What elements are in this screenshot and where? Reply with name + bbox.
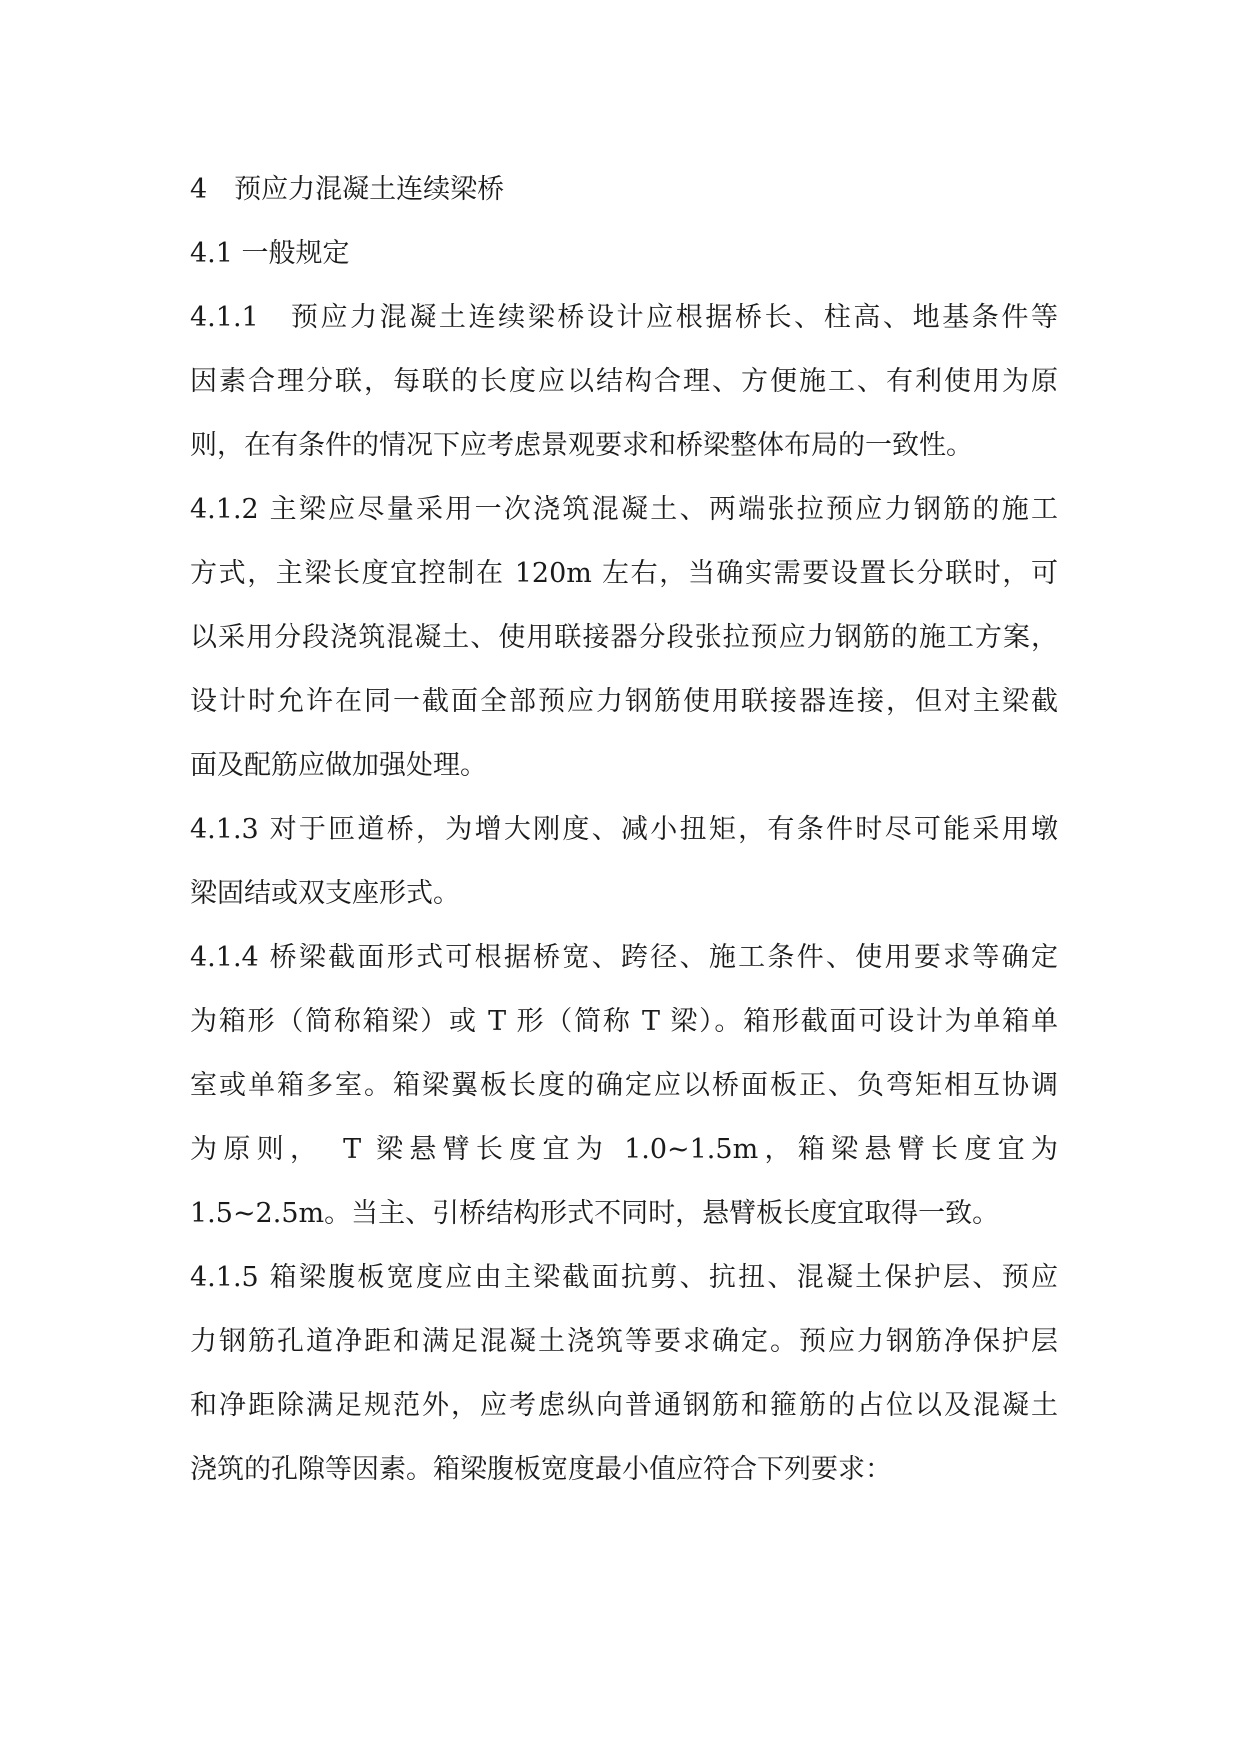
clause-4-1-5-line-2: 力钢筋孔道净距和满足混凝土浇筑等要求确定。预应力钢筋净保护层 <box>190 1326 1058 1357</box>
document-body <box>190 158 1058 1502</box>
clause-4-1-1-line-2: 因素合理分联，每联的长度应以结构合理、方便施工、有利使用为原 <box>190 366 1058 397</box>
clause-4-1-4-line-1: 4.1.4 桥梁截面形式可根据桥宽、跨径、施工条件、使用要求等确定 <box>190 942 1058 973</box>
clause-4-1-4-line-2: 为箱形（简称箱梁）或 T 形（简称 T 梁）。箱形截面可设计为单箱单 <box>190 1006 1058 1037</box>
clause-4-1-4-line-4: 为原则， T 梁悬臂长度宜为 1.0~1.5m，箱梁悬臂长度宜为 <box>190 1134 1058 1165</box>
clause-4-1-2-line-3: 以采用分段浇筑混凝土、使用联接器分段张拉预应力钢筋的施工方案， <box>190 622 1058 653</box>
clause-4-1-3-line-1: 4.1.3 对于匝道桥，为增大刚度、减小扭矩，有条件时尽可能采用墩 <box>190 814 1058 845</box>
clause-4-1-1-line-3: 则，在有条件的情况下应考虑景观要求和桥梁整体布局的一致性。 <box>190 430 973 461</box>
clause-4-1-3-line-2: 梁固结或双支座形式。 <box>190 878 460 909</box>
section-heading: 4 预应力混凝土连续梁桥 <box>190 174 505 205</box>
clause-4-1-4-line-5: 1.5~2.5m。当主、引桥结构形式不同时，悬臂板长度宜取得一致。 <box>190 1198 1000 1229</box>
clause-4-1-5-line-4: 浇筑的孔隙等因素。箱梁腹板宽度最小值应符合下列要求： <box>190 1454 892 1485</box>
clause-4-1-5-line-1: 4.1.5 箱梁腹板宽度应由主梁截面抗剪、抗扭、混凝土保护层、预应 <box>190 1262 1058 1293</box>
clause-4-1-2-line-4: 设计时允许在同一截面全部预应力钢筋使用联接器连接，但对主梁截 <box>190 686 1058 717</box>
clause-4-1-1-line-1: 4.1.1 预应力混凝土连续梁桥设计应根据桥长、柱高、地基条件等 <box>190 302 1058 333</box>
clause-4-1-4-line-3: 室或单箱多室。箱梁翼板长度的确定应以桥面板正、负弯矩相互协调 <box>190 1070 1058 1101</box>
clause-4-1-2-line-1: 4.1.2 主梁应尽量采用一次浇筑混凝土、两端张拉预应力钢筋的施工 <box>190 494 1058 525</box>
clause-4-1-2-line-5: 面及配筋应做加强处理。 <box>190 750 487 781</box>
clause-4-1-5-line-3: 和净距除满足规范外，应考虑纵向普通钢筋和箍筋的占位以及混凝土 <box>190 1390 1058 1421</box>
clause-4-1-2-line-2: 方式，主梁长度宜控制在 120m 左右，当确实需要设置长分联时，可 <box>190 558 1058 589</box>
subsection-heading: 4.1 一般规定 <box>190 238 350 269</box>
